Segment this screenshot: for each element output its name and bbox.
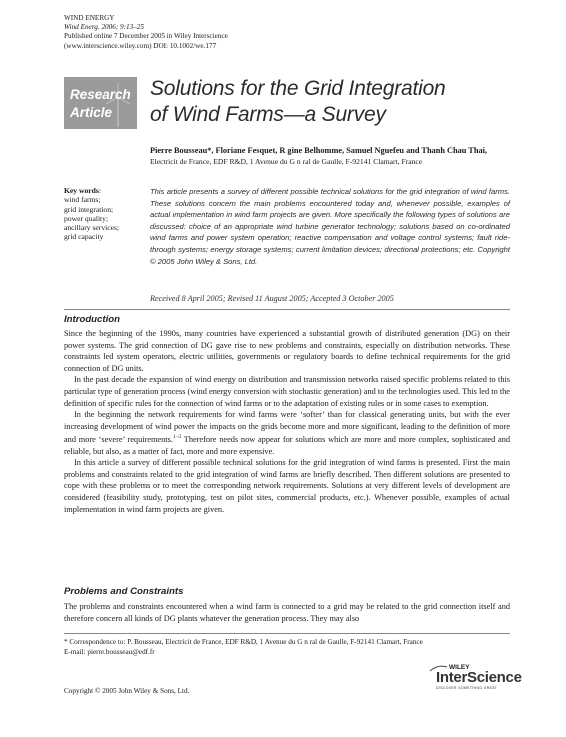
- section-divider: [64, 309, 510, 310]
- logo-wiley: WILEY: [449, 664, 470, 671]
- introduction-heading: Introduction: [64, 314, 120, 325]
- keywords-heading: Key words: [64, 186, 99, 195]
- keyword-item: power quality;: [64, 213, 109, 223]
- keyword-item: grid integration;: [64, 204, 114, 214]
- badge-label: [70, 86, 131, 122]
- received-dates: Received 8 April 2005; Revised 11 August 2005; Accepted 3 October 2005: [150, 294, 394, 303]
- paragraph: In the past decade the expansion of wind energy on distribution and transmission networks raised specific problems related to this particular type of generation process (wind energy conversion with stochastic generation) and to the technologies used. This led to the definition of specific rules for the connection of wind farms or to the adaptation of existing rules or in some cases to exemption.: [64, 375, 510, 408]
- keyword-item: grid capacity: [64, 232, 104, 242]
- paragraph: Since the beginning of the 1990s, many countries have experienced a substantial growth of distributed generation (DG) on their power systems. The grid connection of DG gave rise to new problems and constraints, especially on distribution networks. These constraints led system operators, electric utilities, governments or regulatory boards to define technical requirements for the grid connection of DG units.: [64, 329, 510, 373]
- article-title: [150, 76, 446, 128]
- publication-note: Published online 7 December 2005 in Wiley Interscience: [64, 32, 228, 41]
- article-type-badge: [64, 77, 137, 129]
- footnote-divider: [64, 633, 510, 634]
- correspondence-line: * Correspondence to: P. Bousseau, Electricit de France, EDF R&D, 1 Avenue du G n ral de Gaulle, F-92141 Clamart, France: [64, 638, 423, 646]
- journal-name: WIND ENERGY: [64, 14, 115, 22]
- keyword-item: ancillary services;: [64, 223, 120, 233]
- doi-line: (www.interscience.wiley.com) DOI: 10.1002/we.177: [64, 41, 217, 50]
- problems-body: [64, 601, 510, 624]
- citation-superscript: 1–3: [172, 434, 182, 441]
- logo-tagline: DISCOVER SOMETHING GREAT: [436, 686, 498, 690]
- copyright-notice: Copyright © 2005 John Wiley & Sons, Ltd.: [64, 687, 190, 695]
- author-affiliation: Electricit de France, EDF R&D, 1 Avenue du G n ral de Gaulle, F-92141 Clamart, France: [150, 157, 423, 166]
- logo-interscience: InterScience: [436, 669, 522, 686]
- keyword-item: wind farms;: [64, 195, 101, 205]
- title-line-2: of Wind Farms—a Survey: [150, 103, 386, 126]
- paragraph: [64, 409, 510, 457]
- badge-line-1: Research: [70, 87, 131, 102]
- journal-citation: Wind Energ. 2006; 9:13–25: [64, 23, 144, 32]
- keywords-block: Key words: wind farms; grid integration; power quality; ancillary services; grid capacity: [64, 186, 144, 242]
- paragraph-text: Therefore needs now appear for solutions which are more and more complex, sophisticated and reliable, but also, as a matter of fact, more and more expensive.: [64, 435, 510, 456]
- wiley-interscience-logo: [428, 664, 522, 692]
- title-line-1: Solutions for the Grid Integration: [150, 77, 446, 100]
- introduction-body: [64, 328, 510, 515]
- paragraph-text: In the beginning the network requirements for wind farms were ‘softer’ than for classical generating units, but with the ever increasing development of wind power the impacts on the grids become more and more significant, leading to the definition of more and more ‘severe’ requirements.: [64, 410, 510, 445]
- correspondence-footnote: [64, 637, 423, 657]
- email-line: E-mail: pierre.bousseau@edf.fr: [64, 648, 155, 657]
- problems-heading: Problems and Constraints: [64, 586, 184, 597]
- journal-header: [64, 14, 228, 51]
- badge-line-2: Article: [70, 105, 113, 120]
- abstract: This article presents a survey of different possible technical solutions for the grid integration of wind farms. These solutions concern the main problems encountered today and, whenever possible, examples of actual implementation in wind farm projects are given. More specifically the following types of solutions are discussed: choice of an appropriate wind turbine generator technology; solutions based on co-ordinated wind farms and power system operation; reactive compensation and voltage control systems; fault ride-through systems; energy storage systems; current limitation devices; directional protections; etc. Copyright © 2005 John Wiley & Sons, Ltd.: [150, 187, 510, 266]
- paragraph: The problems and constraints encountered when a wind farm is connected to a grid may be related to the grid connection itself and therefore concern all kinds of DG plants whatever the generation process. They may also: [64, 602, 510, 623]
- author-list: Pierre Bousseau*, Floriane Fesquet, R gine Belhomme, Samuel Nguefeu and Thanh Chau Thai,: [150, 146, 487, 155]
- paragraph: In this article a survey of different possible technical solutions for the grid integration of wind farms is presented. First the main problems and constraints related to the grid integration of wind farms are briefly described. Then different solutions are presented to cope with these problems or to meet the corresponding network requirements. Solutions at very different levels of development are considered (feasibility study, prototyping, test on pilot sites, commercial products, etc.). Whenever possible, examples of actual implementation in wind farm projects are given.: [64, 458, 510, 514]
